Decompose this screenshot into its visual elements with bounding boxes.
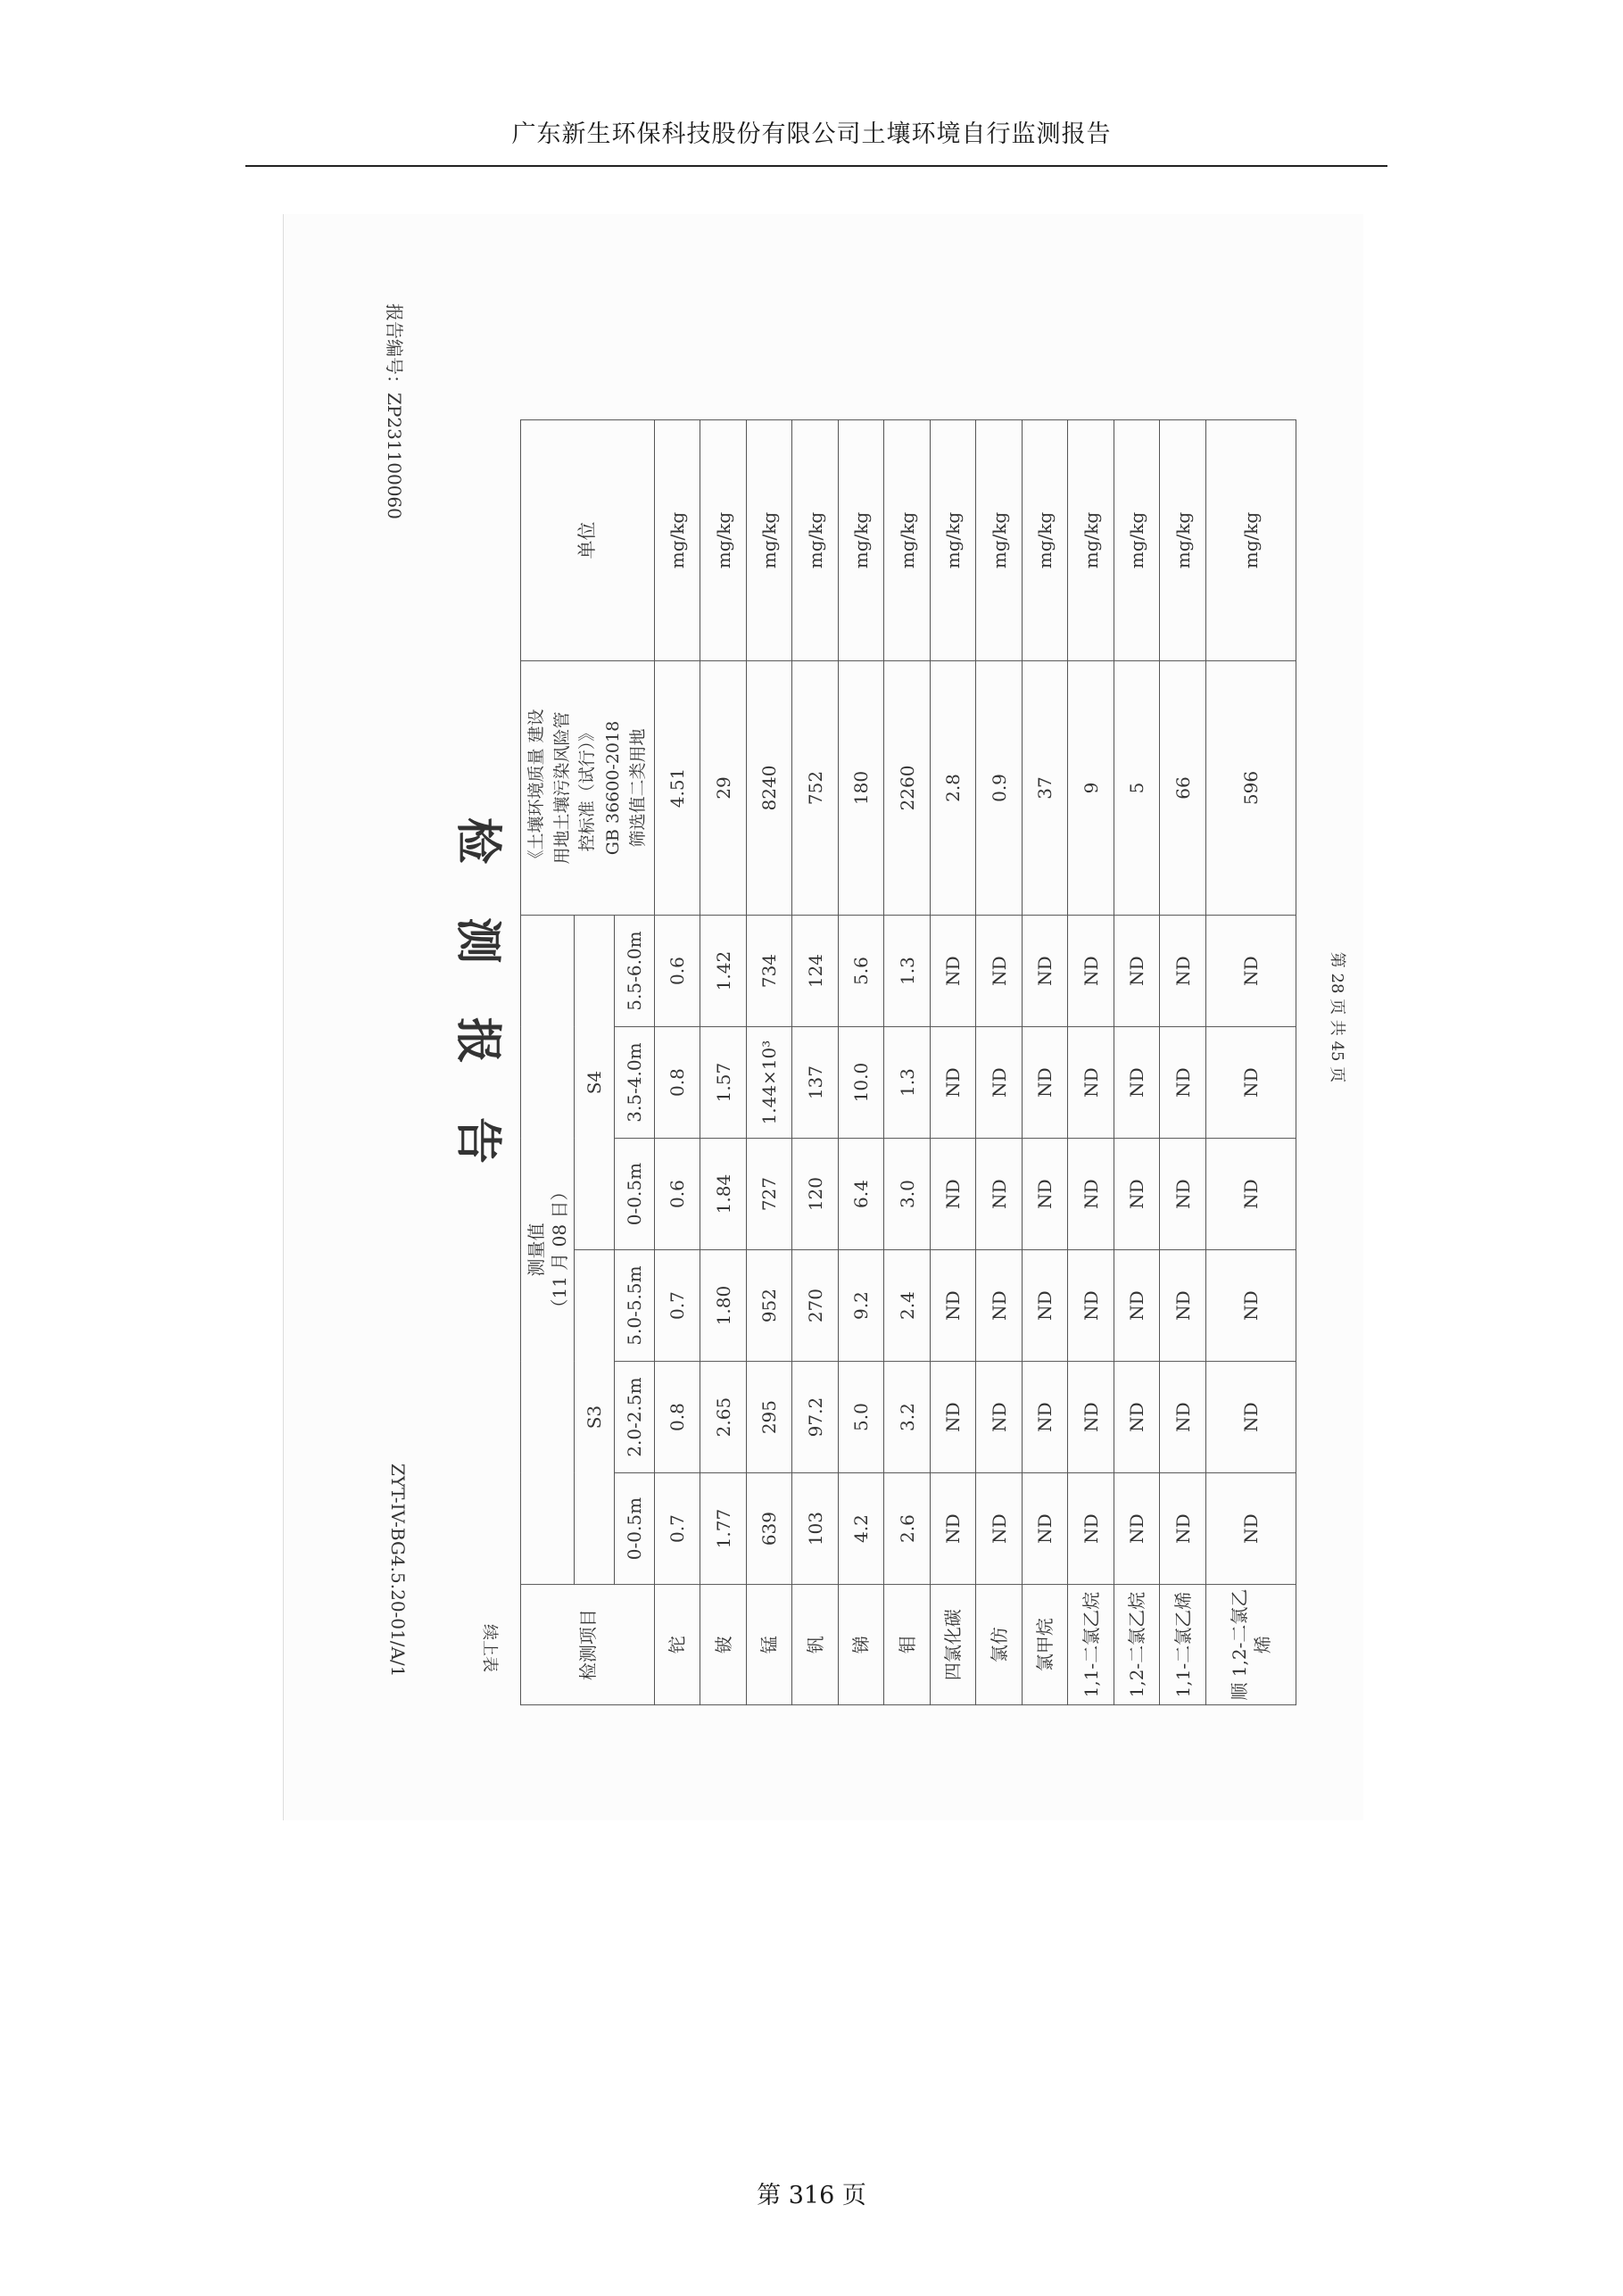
row-item: 1,1-二氯乙烯: [1160, 1585, 1205, 1705]
row-value: ND: [976, 1362, 1022, 1473]
row-value: 6.4: [838, 1139, 883, 1250]
row-value: ND: [1114, 1139, 1159, 1250]
depth-s4-1: 0-0.5m: [615, 1139, 655, 1250]
row-value: ND: [1022, 1027, 1067, 1139]
row-value: 1.3: [884, 916, 930, 1027]
row-value: ND: [1022, 1473, 1067, 1585]
row-unit: mg/kg: [1205, 420, 1296, 661]
depth-s3-1: 0-0.5m: [615, 1473, 655, 1585]
row-value: 639: [746, 1473, 791, 1585]
row-value: ND: [1160, 1139, 1205, 1250]
row-value: 0.8: [655, 1027, 700, 1139]
row-value: ND: [1114, 1473, 1159, 1585]
row-value: 2.4: [884, 1250, 930, 1362]
continued-label: 续上表: [480, 1624, 499, 1672]
table-row: [930, 420, 975, 1705]
table-row: [1205, 420, 1296, 1705]
table-row: [746, 420, 791, 1705]
row-value: ND: [1205, 916, 1296, 1027]
row-value: ND: [976, 1027, 1022, 1139]
inner-page-footer: 第 28 页 共 45 页: [1328, 951, 1346, 1083]
row-value: ND: [1114, 1250, 1159, 1362]
row-value: ND: [930, 1139, 975, 1250]
table-row: [884, 420, 930, 1705]
row-item: 锰: [746, 1585, 791, 1705]
row-unit: mg/kg: [1114, 420, 1159, 661]
row-value: 97.2: [792, 1362, 838, 1473]
row-value: 952: [746, 1250, 791, 1362]
row-unit: mg/kg: [700, 420, 746, 661]
row-standard: 8240: [746, 661, 791, 916]
row-value: 124: [792, 916, 838, 1027]
table-row: [976, 420, 1022, 1705]
row-unit: mg/kg: [930, 420, 975, 661]
row-standard: 29: [700, 661, 746, 916]
row-value: ND: [1068, 1139, 1114, 1250]
row-value: ND: [1114, 1027, 1159, 1139]
scanned-report-page: [283, 214, 1363, 1820]
row-unit: mg/kg: [1160, 420, 1205, 661]
row-value: 270: [792, 1250, 838, 1362]
row-value: 4.2: [838, 1473, 883, 1585]
row-value: ND: [1114, 1362, 1159, 1473]
row-value: 0.6: [655, 916, 700, 1027]
row-value: 120: [792, 1139, 838, 1250]
table-row: [1114, 420, 1159, 1705]
row-value: 137: [792, 1027, 838, 1139]
table-row: [1068, 420, 1114, 1705]
row-value: 3.0: [884, 1139, 930, 1250]
row-standard: 9: [1068, 661, 1114, 916]
row-value: ND: [1068, 1473, 1114, 1585]
row-value: 0.6: [655, 1139, 700, 1250]
row-unit: mg/kg: [1022, 420, 1067, 661]
row-value: 2.65: [700, 1362, 746, 1473]
row-value: 1.77: [700, 1473, 746, 1585]
row-value: ND: [1114, 916, 1159, 1027]
row-value: ND: [930, 1027, 975, 1139]
row-value: ND: [930, 1473, 975, 1585]
row-unit: mg/kg: [1068, 420, 1114, 661]
row-value: 0.8: [655, 1362, 700, 1473]
row-value: 1.80: [700, 1250, 746, 1362]
row-item: 铊: [655, 1585, 700, 1705]
depth-s4-2: 3.5-4.0m: [615, 1027, 655, 1139]
row-value: ND: [1022, 1250, 1067, 1362]
row-standard: 66: [1160, 661, 1205, 916]
depth-s3-2: 2.0-2.5m: [615, 1362, 655, 1473]
row-value: ND: [1205, 1139, 1296, 1250]
row-value: 2.6: [884, 1473, 930, 1585]
table-row: [1022, 420, 1067, 1705]
row-value: ND: [1160, 1473, 1205, 1585]
row-value: ND: [1205, 1250, 1296, 1362]
row-value: ND: [1068, 916, 1114, 1027]
row-value: 1.42: [700, 916, 746, 1027]
header-s3: S3: [575, 1250, 615, 1585]
row-value: 103: [792, 1473, 838, 1585]
document-code: ZYT-IV-BG4.5.20-01/A/1: [387, 1463, 409, 1678]
row-unit: mg/kg: [838, 420, 883, 661]
row-value: ND: [1205, 1473, 1296, 1585]
row-value: 1.3: [884, 1027, 930, 1139]
row-value: ND: [930, 1362, 975, 1473]
row-value: ND: [1205, 1362, 1296, 1473]
row-item: 铍: [700, 1585, 746, 1705]
row-value: ND: [1068, 1027, 1114, 1139]
row-item: 氯仿: [976, 1585, 1022, 1705]
row-value: 1.84: [700, 1139, 746, 1250]
row-value: 0.7: [655, 1473, 700, 1585]
row-value: ND: [976, 1250, 1022, 1362]
row-value: ND: [976, 1139, 1022, 1250]
row-unit: mg/kg: [792, 420, 838, 661]
row-standard: 4.51: [655, 661, 700, 916]
row-item: 钒: [792, 1585, 838, 1705]
row-item: 顺 1,2-二氯乙烯: [1205, 1585, 1296, 1705]
header-rule: [245, 165, 1387, 167]
row-value: 295: [746, 1362, 791, 1473]
row-standard: 752: [792, 661, 838, 916]
row-value: ND: [930, 1250, 975, 1362]
row-value: 727: [746, 1139, 791, 1250]
page-footer: 第 316 页: [757, 2182, 866, 2209]
row-unit: mg/kg: [976, 420, 1022, 661]
row-value: ND: [1160, 916, 1205, 1027]
row-standard: 180: [838, 661, 883, 916]
header-s4: S4: [575, 916, 615, 1250]
results-table: [520, 419, 1296, 1705]
row-standard: 2.8: [930, 661, 975, 916]
rotated-report: [284, 214, 1363, 1820]
row-standard: 2260: [884, 661, 930, 916]
row-value: ND: [1022, 916, 1067, 1027]
row-value: 3.2: [884, 1362, 930, 1473]
row-value: ND: [930, 916, 975, 1027]
report-number: 报告编号：ZP231100060: [384, 303, 405, 519]
table-row: [1160, 420, 1205, 1705]
depth-s3-3: 5.0-5.5m: [615, 1250, 655, 1362]
row-standard: 37: [1022, 661, 1067, 916]
row-unit: mg/kg: [746, 420, 791, 661]
header-measured: 测量值 （11 月 08 日）: [521, 916, 575, 1585]
row-value: ND: [976, 916, 1022, 1027]
report-title: 检测报告: [451, 816, 505, 1217]
row-value: 734: [746, 916, 791, 1027]
header-standard: 《土壤环境质量 建设 用地土壤污染风险管 控标准（试行）》 GB 36600-2018 筛选值二类用地: [521, 661, 655, 916]
table-row: [838, 420, 883, 1705]
page-header: 广东新生环保科技股份有限公司土壤环境自行监测报告: [511, 120, 1112, 148]
row-value: 1.57: [700, 1027, 746, 1139]
table-row: [792, 420, 838, 1705]
row-standard: 596: [1205, 661, 1296, 916]
table-row: [700, 420, 746, 1705]
row-unit: mg/kg: [884, 420, 930, 661]
row-value: ND: [1022, 1362, 1067, 1473]
row-item: 1,1-二氯乙烷: [1068, 1585, 1114, 1705]
row-item: 氯甲烷: [1022, 1585, 1067, 1705]
row-item: 锑: [838, 1585, 883, 1705]
row-value: 9.2: [838, 1250, 883, 1362]
row-value: 5.0: [838, 1362, 883, 1473]
row-standard: 5: [1114, 661, 1159, 916]
row-value: ND: [1068, 1362, 1114, 1473]
row-value: ND: [1068, 1250, 1114, 1362]
row-value: ND: [976, 1473, 1022, 1585]
header-unit: 单位: [521, 420, 655, 661]
header-item: 检测项目: [521, 1585, 655, 1705]
row-value: 1.44×10³: [746, 1027, 791, 1139]
row-value: 10.0: [838, 1027, 883, 1139]
row-value: ND: [1205, 1027, 1296, 1139]
row-value: ND: [1022, 1139, 1067, 1250]
row-value: ND: [1160, 1362, 1205, 1473]
row-unit: mg/kg: [655, 420, 700, 661]
row-item: 四氯化碳: [930, 1585, 975, 1705]
row-item: 1,2-二氯乙烷: [1114, 1585, 1159, 1705]
row-standard: 0.9: [976, 661, 1022, 916]
row-value: 0.7: [655, 1250, 700, 1362]
row-value: ND: [1160, 1250, 1205, 1362]
table-row: [655, 420, 700, 1705]
row-item: 钼: [884, 1585, 930, 1705]
row-value: ND: [1160, 1027, 1205, 1139]
row-value: 5.6: [838, 916, 883, 1027]
depth-s4-3: 5.5-6.0m: [615, 916, 655, 1027]
